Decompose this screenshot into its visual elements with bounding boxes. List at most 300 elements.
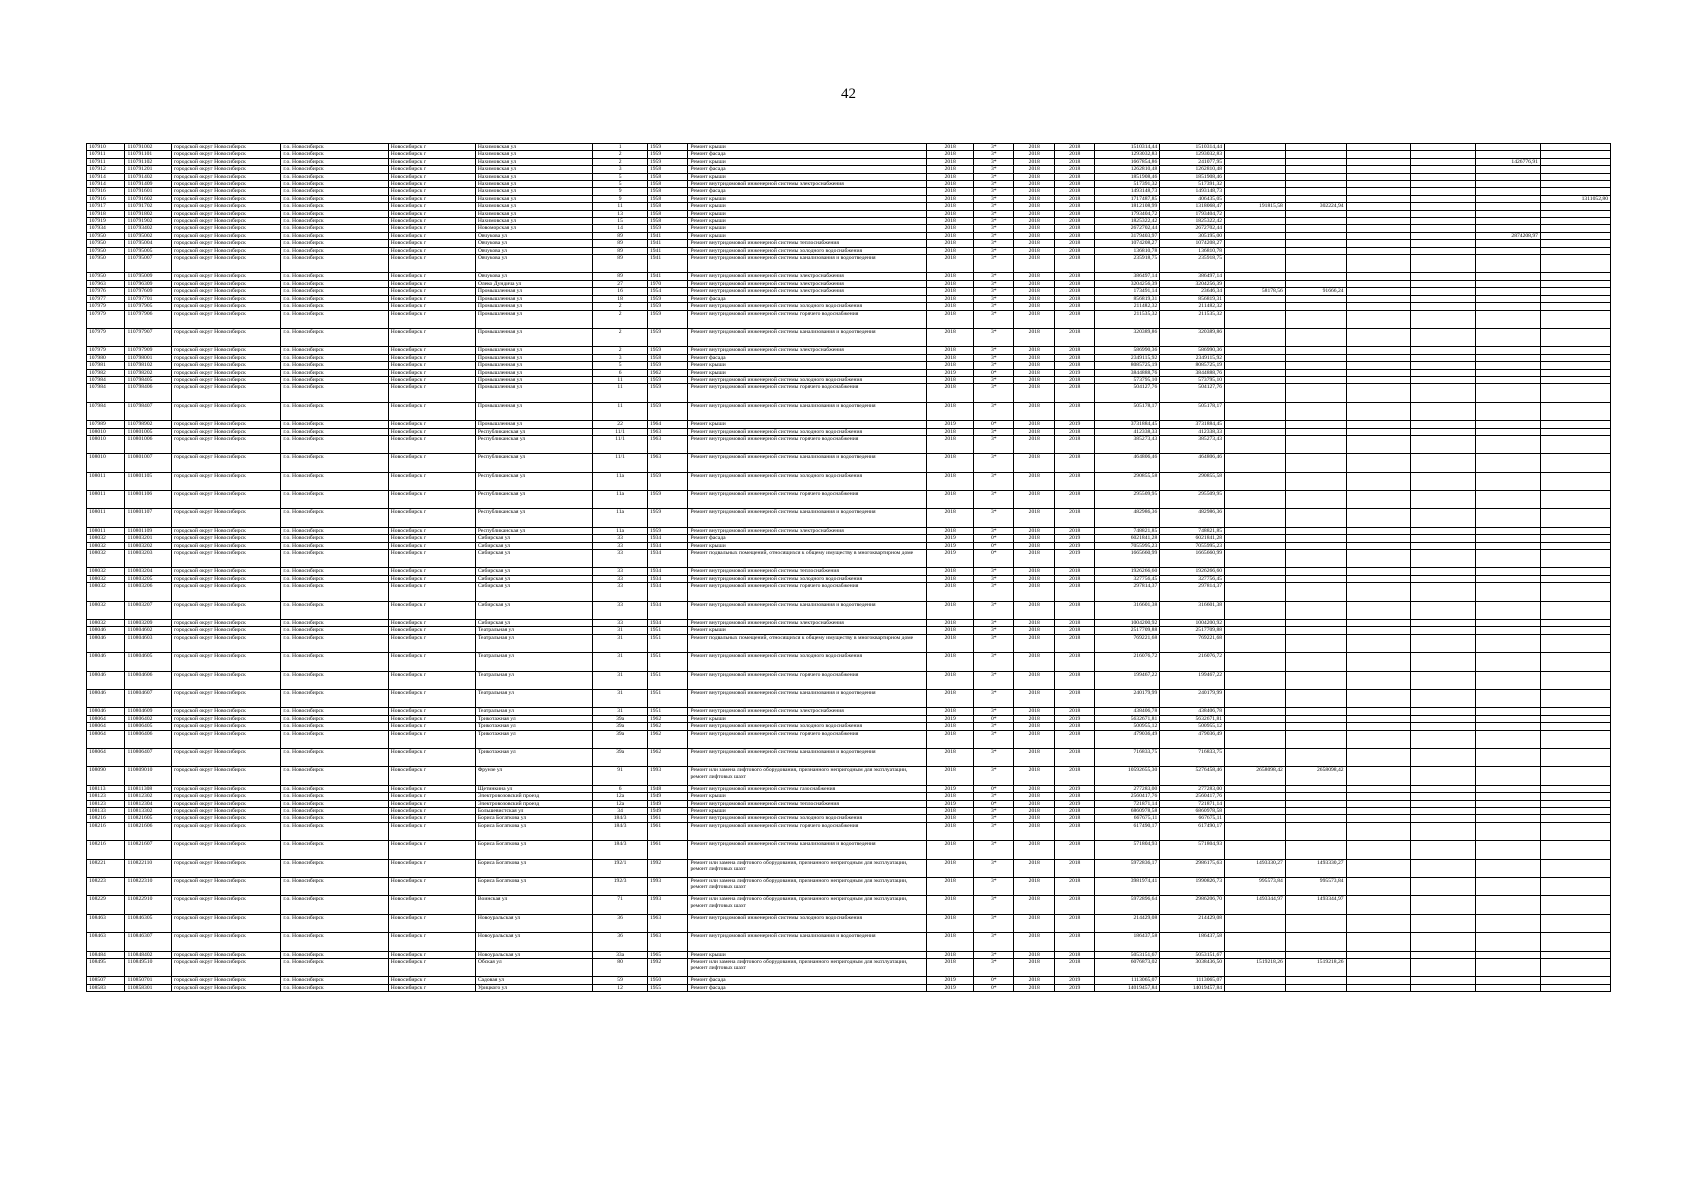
cell-street: Нахимовская ул bbox=[475, 188, 592, 195]
cell-work: Ремонт крыши bbox=[688, 144, 927, 151]
cell-settlement: Новосибирск г bbox=[388, 369, 475, 376]
cell-street: Республиканская ул bbox=[475, 509, 592, 527]
cell-street: Трикотажная ул bbox=[475, 730, 592, 748]
cell-go: г.о. Новосибирск bbox=[281, 977, 388, 984]
cell-rate: 3* bbox=[973, 280, 1014, 287]
cell-street: Сибирская ул bbox=[475, 601, 592, 619]
cell-e2 bbox=[1285, 977, 1346, 984]
cell-settlement: Новосибирск г bbox=[388, 225, 475, 232]
cell-house: 192/1 bbox=[593, 859, 648, 877]
cell-total: 6860978,58 bbox=[1095, 808, 1160, 815]
cell-rate: 3* bbox=[973, 767, 1014, 785]
cell-e3 bbox=[1346, 575, 1411, 582]
cell-e3 bbox=[1346, 303, 1411, 310]
cell-e6 bbox=[1540, 181, 1610, 188]
cell-total: 136810,78 bbox=[1095, 247, 1160, 254]
cell-year: 1958 bbox=[647, 173, 688, 180]
cell-y1: 2018 bbox=[1014, 295, 1055, 302]
table-row bbox=[87, 841, 1611, 859]
cell-id: 108123 bbox=[87, 800, 125, 807]
cell-amount: 211535,32 bbox=[1160, 310, 1225, 328]
cell-plan_year: 2018 bbox=[927, 653, 974, 671]
cell-id: 108064 bbox=[87, 730, 125, 748]
cell-code: 110798407 bbox=[125, 402, 172, 420]
cell-settlement: Новосибирск г bbox=[388, 767, 475, 785]
cell-total: 3204256,39 bbox=[1095, 280, 1160, 287]
cell-y2: 2018 bbox=[1054, 951, 1095, 958]
cell-y2: 2018 bbox=[1054, 362, 1095, 369]
cell-plan_year: 2018 bbox=[927, 767, 974, 785]
table-row bbox=[87, 303, 1611, 310]
cell-id: 108113 bbox=[87, 785, 125, 792]
cell-year: 1959 bbox=[647, 225, 688, 232]
table-row bbox=[87, 354, 1611, 361]
cell-total: 5972896,64 bbox=[1095, 896, 1160, 914]
cell-amount: 5053151,67 bbox=[1160, 951, 1225, 958]
cell-y1: 2018 bbox=[1014, 527, 1055, 534]
cell-house: 9 bbox=[593, 195, 648, 202]
cell-e1 bbox=[1225, 785, 1286, 792]
cell-rate: 0* bbox=[973, 550, 1014, 568]
cell-street: Новоуральская ул bbox=[475, 914, 592, 932]
cell-year: 1959 bbox=[647, 328, 688, 346]
table-row bbox=[87, 166, 1611, 173]
table-row bbox=[87, 808, 1611, 815]
cell-amount: 186437,58 bbox=[1160, 933, 1225, 951]
cell-code: 110806406 bbox=[125, 730, 172, 748]
cell-id: 108032 bbox=[87, 575, 125, 582]
cell-e4 bbox=[1411, 620, 1476, 627]
cell-code: 110791002 bbox=[125, 144, 172, 151]
cell-e6 bbox=[1540, 815, 1610, 822]
cell-settlement: Новосибирск г bbox=[388, 232, 475, 239]
cell-code: 110801105 bbox=[125, 472, 172, 490]
cell-id: 108032 bbox=[87, 620, 125, 627]
cell-work: Ремонт или замена лифтового оборудования, признанного непригодным для эксплуатации, ремонт лифтовых шахт bbox=[688, 878, 927, 896]
cell-go: г.о. Новосибирск bbox=[281, 491, 388, 509]
cell-e4 bbox=[1411, 914, 1476, 932]
cell-total: 2517709,88 bbox=[1095, 627, 1160, 634]
cell-house: 11 bbox=[593, 384, 648, 402]
cell-house: 31 bbox=[593, 627, 648, 634]
cell-code: 110797907 bbox=[125, 328, 172, 346]
cell-house: 39а bbox=[593, 730, 648, 748]
table-row bbox=[87, 793, 1611, 800]
cell-y1: 2018 bbox=[1014, 914, 1055, 932]
cell-house: 6 bbox=[593, 785, 648, 792]
cell-code: 110801109 bbox=[125, 527, 172, 534]
cell-work: Ремонт внутридомовой инженерной системы электроснабжения bbox=[688, 527, 927, 534]
cell-go: г.о. Новосибирск bbox=[281, 280, 388, 287]
cell-year: 1958 bbox=[647, 166, 688, 173]
cell-e5 bbox=[1476, 255, 1541, 273]
cell-go: г.о. Новосибирск bbox=[281, 347, 388, 354]
cell-id: 108223 bbox=[87, 878, 125, 896]
cell-amount: 479036,49 bbox=[1160, 730, 1225, 748]
cell-work: Ремонт внутридомовой инженерной системы электроснабжения bbox=[688, 280, 927, 287]
cell-e6 bbox=[1540, 255, 1610, 273]
cell-rate: 3* bbox=[973, 723, 1014, 730]
table-row bbox=[87, 730, 1611, 748]
cell-settlement: Новосибирск г bbox=[388, 210, 475, 217]
cell-e6 bbox=[1540, 896, 1610, 914]
cell-go: г.о. Новосибирск bbox=[281, 730, 388, 748]
cell-rate: 0* bbox=[973, 977, 1014, 984]
cell-e5 bbox=[1476, 210, 1541, 217]
cell-code: 110806402 bbox=[125, 715, 172, 722]
cell-e6 bbox=[1540, 785, 1610, 792]
cell-plan_year: 2019 bbox=[927, 977, 974, 984]
cell-e2 bbox=[1285, 454, 1346, 472]
cell-e4 bbox=[1411, 295, 1476, 302]
cell-e2 bbox=[1285, 653, 1346, 671]
cell-rate: 3* bbox=[973, 376, 1014, 383]
cell-total: 500955,12 bbox=[1095, 723, 1160, 730]
cell-okrug: городской округ Новосибирск bbox=[172, 671, 281, 689]
cell-go: г.о. Новосибирск bbox=[281, 295, 388, 302]
cell-work: Ремонт фасада bbox=[688, 166, 927, 173]
cell-e6 bbox=[1540, 435, 1610, 453]
cell-street: Театральная ул bbox=[475, 653, 592, 671]
cell-e6 bbox=[1540, 601, 1610, 619]
cell-y2: 2018 bbox=[1054, 310, 1095, 328]
cell-work: Ремонт внутридомовой инженерной системы канализования и водоотведения bbox=[688, 328, 927, 346]
cell-e2 bbox=[1285, 303, 1346, 310]
cell-e2: 2658098,42 bbox=[1285, 767, 1346, 785]
cell-e6 bbox=[1540, 583, 1610, 601]
cell-e3 bbox=[1346, 203, 1411, 210]
cell-rate: 3* bbox=[973, 708, 1014, 715]
cell-e6 bbox=[1540, 568, 1610, 575]
cell-street: Трикотажная ул bbox=[475, 749, 592, 767]
cell-work: Ремонт внутридомовой инженерной системы канализования и водоотведения bbox=[688, 454, 927, 472]
cell-e5 bbox=[1476, 151, 1541, 158]
cell-e2 bbox=[1285, 808, 1346, 815]
cell-e1 bbox=[1225, 914, 1286, 932]
cell-year: 1961 bbox=[647, 822, 688, 840]
cell-code: 110791601 bbox=[125, 188, 172, 195]
cell-go: г.о. Новосибирск bbox=[281, 376, 388, 383]
cell-go: г.о. Новосибирск bbox=[281, 601, 388, 619]
cell-plan_year: 2019 bbox=[927, 369, 974, 376]
cell-rate: 3* bbox=[973, 575, 1014, 582]
cell-house: 71 bbox=[593, 896, 648, 914]
cell-y2: 2018 bbox=[1054, 218, 1095, 225]
cell-settlement: Новосибирск г bbox=[388, 671, 475, 689]
cell-rate: 3* bbox=[973, 653, 1014, 671]
cell-work: Ремонт крыши bbox=[688, 627, 927, 634]
cell-street: Нахимовская ул bbox=[475, 210, 592, 217]
cell-e6 bbox=[1540, 247, 1610, 254]
cell-work: Ремонт внутридомовой инженерной системы горячего водоснабжения bbox=[688, 435, 927, 453]
cell-y2: 2018 bbox=[1054, 690, 1095, 708]
table-row bbox=[87, 767, 1611, 785]
cell-work: Ремонт внутридомовой инженерной системы электроснабжения bbox=[688, 708, 927, 715]
cell-id: 108216 bbox=[87, 822, 125, 840]
cell-e3 bbox=[1346, 730, 1411, 748]
cell-house: 2 bbox=[593, 158, 648, 165]
cell-go: г.о. Новосибирск bbox=[281, 354, 388, 361]
cell-settlement: Новосибирск г bbox=[388, 723, 475, 730]
cell-e5 bbox=[1476, 785, 1541, 792]
cell-plan_year: 2019 bbox=[927, 550, 974, 568]
cell-id: 108032 bbox=[87, 568, 125, 575]
cell-code: 110795005 bbox=[125, 247, 172, 254]
cell-street: Республиканская ул bbox=[475, 454, 592, 472]
cell-y2: 2018 bbox=[1054, 435, 1095, 453]
cell-e5 bbox=[1476, 749, 1541, 767]
table-row bbox=[87, 421, 1611, 428]
cell-total: 320389,86 bbox=[1095, 328, 1160, 346]
cell-e2 bbox=[1285, 421, 1346, 428]
cell-e6 bbox=[1540, 210, 1610, 217]
cell-e1 bbox=[1225, 166, 1286, 173]
cell-amount: 1113065,07 bbox=[1160, 977, 1225, 984]
cell-work: Ремонт внутридомовой инженерной системы холодного водоснабжения bbox=[688, 247, 927, 254]
cell-id: 108046 bbox=[87, 671, 125, 689]
cell-y2: 2018 bbox=[1054, 247, 1095, 254]
table-row bbox=[87, 491, 1611, 509]
cell-e4 bbox=[1411, 583, 1476, 601]
cell-total: 517391,32 bbox=[1095, 181, 1160, 188]
cell-okrug: городской округ Новосибирск bbox=[172, 166, 281, 173]
cell-amount: 573795,10 bbox=[1160, 376, 1225, 383]
cell-amount: 211482,32 bbox=[1160, 303, 1225, 310]
cell-e2 bbox=[1285, 347, 1346, 354]
cell-house: 13 bbox=[593, 210, 648, 217]
cell-id: 108032 bbox=[87, 542, 125, 549]
cell-work: Ремонт внутридомовой инженерной системы электроснабжения bbox=[688, 620, 927, 627]
cell-y1: 2018 bbox=[1014, 376, 1055, 383]
cell-e3 bbox=[1346, 491, 1411, 509]
cell-e6 bbox=[1540, 859, 1610, 877]
cell-id: 108123 bbox=[87, 793, 125, 800]
cell-y2: 2019 bbox=[1054, 977, 1095, 984]
cell-amount: 14019457,84 bbox=[1160, 984, 1225, 991]
cell-e5 bbox=[1476, 347, 1541, 354]
cell-house: 9 bbox=[593, 188, 648, 195]
cell-total: 1825322,42 bbox=[1095, 218, 1160, 225]
cell-work: Ремонт крыши bbox=[688, 195, 927, 202]
cell-amount: 1293032,83 bbox=[1160, 151, 1225, 158]
cell-code: 110798202 bbox=[125, 369, 172, 376]
cell-code: 110822310 bbox=[125, 878, 172, 896]
cell-e6 bbox=[1540, 376, 1610, 383]
cell-e5 bbox=[1476, 362, 1541, 369]
table-row bbox=[87, 384, 1611, 402]
cell-y1: 2018 bbox=[1014, 977, 1055, 984]
cell-e5 bbox=[1476, 435, 1541, 453]
cell-okrug: городской округ Новосибирск bbox=[172, 841, 281, 859]
cell-okrug: городской округ Новосибирск bbox=[172, 959, 281, 977]
cell-year: 1958 bbox=[647, 181, 688, 188]
cell-id: 107979 bbox=[87, 347, 125, 354]
cell-e5 bbox=[1476, 951, 1541, 958]
cell-plan_year: 2018 bbox=[927, 671, 974, 689]
cell-code: 110846307 bbox=[125, 933, 172, 951]
cell-plan_year: 2018 bbox=[927, 959, 974, 977]
cell-year: 1963 bbox=[647, 933, 688, 951]
table-row bbox=[87, 247, 1611, 254]
cell-e4 bbox=[1411, 841, 1476, 859]
cell-code: 110791602 bbox=[125, 195, 172, 202]
cell-house: 11 bbox=[593, 203, 648, 210]
cell-e1 bbox=[1225, 347, 1286, 354]
cell-id: 107910 bbox=[87, 144, 125, 151]
cell-e6 bbox=[1540, 730, 1610, 748]
cell-e3 bbox=[1346, 362, 1411, 369]
cell-okrug: городской округ Новосибирск bbox=[172, 708, 281, 715]
cell-street: Театральная ул bbox=[475, 627, 592, 634]
table-row bbox=[87, 984, 1611, 991]
cell-y1: 2018 bbox=[1014, 435, 1055, 453]
cell-work: Ремонт крыши bbox=[688, 808, 927, 815]
cell-total: 216076,72 bbox=[1095, 653, 1160, 671]
cell-amount: 2986206,70 bbox=[1160, 896, 1225, 914]
cell-plan_year: 2018 bbox=[927, 166, 974, 173]
cell-y1: 2018 bbox=[1014, 708, 1055, 715]
cell-total: 1004200,92 bbox=[1095, 620, 1160, 627]
cell-street: Сибирская ул bbox=[475, 583, 592, 601]
cell-e2 bbox=[1285, 583, 1346, 601]
cell-settlement: Новосибирск г bbox=[388, 435, 475, 453]
cell-total: 2349115,92 bbox=[1095, 354, 1160, 361]
cell-rate: 3* bbox=[973, 859, 1014, 877]
cell-e2 bbox=[1285, 144, 1346, 151]
table-row bbox=[87, 310, 1611, 328]
cell-rate: 3* bbox=[973, 878, 1014, 896]
cell-year: 1963 bbox=[647, 428, 688, 435]
table-row bbox=[87, 218, 1611, 225]
cell-e1 bbox=[1225, 218, 1286, 225]
cell-e3 bbox=[1346, 959, 1411, 977]
cell-e1 bbox=[1225, 527, 1286, 534]
cell-plan_year: 2018 bbox=[927, 144, 974, 151]
cell-y1: 2018 bbox=[1014, 730, 1055, 748]
cell-e6 bbox=[1540, 878, 1610, 896]
cell-total: 2560417,76 bbox=[1095, 793, 1160, 800]
cell-house: 33 bbox=[593, 550, 648, 568]
cell-y2: 2018 bbox=[1054, 181, 1095, 188]
cell-y2: 2018 bbox=[1054, 303, 1095, 310]
cell-work: Ремонт внутридомовой инженерной системы электроснабжения bbox=[688, 181, 927, 188]
cell-id: 108583 bbox=[87, 984, 125, 991]
cell-amount: 1793404,72 bbox=[1160, 210, 1225, 217]
cell-go: г.о. Новосибирск bbox=[281, 203, 388, 210]
cell-y2: 2018 bbox=[1054, 841, 1095, 859]
cell-code: 110848402 bbox=[125, 951, 172, 958]
cell-e2 bbox=[1285, 800, 1346, 807]
cell-amount: 386497,14 bbox=[1160, 273, 1225, 280]
cell-y1: 2018 bbox=[1014, 634, 1055, 652]
table-row bbox=[87, 195, 1611, 202]
cell-e2 bbox=[1285, 815, 1346, 822]
cell-y2: 2018 bbox=[1054, 815, 1095, 822]
cell-work: Ремонт или замена лифтового оборудования, признанного непригодным для эксплуатации, ремонт лифтовых шахт bbox=[688, 859, 927, 877]
cell-e3 bbox=[1346, 347, 1411, 354]
cell-plan_year: 2018 bbox=[927, 428, 974, 435]
cell-year: 1959 bbox=[647, 347, 688, 354]
cell-amount: 464806,46 bbox=[1160, 454, 1225, 472]
cell-work: Ремонт крыши bbox=[688, 232, 927, 239]
cell-work: Ремонт фасада bbox=[688, 984, 927, 991]
cell-year: 1993 bbox=[647, 896, 688, 914]
cell-e2 bbox=[1285, 575, 1346, 582]
cell-e5 bbox=[1476, 188, 1541, 195]
cell-e1 bbox=[1225, 421, 1286, 428]
cell-e2 bbox=[1285, 173, 1346, 180]
cell-e5 bbox=[1476, 708, 1541, 715]
cell-go: г.о. Новосибирск bbox=[281, 225, 388, 232]
cell-house: 31 bbox=[593, 671, 648, 689]
cell-year: 1934 bbox=[647, 583, 688, 601]
table-row bbox=[87, 151, 1611, 158]
cell-e6 bbox=[1540, 933, 1610, 951]
cell-e4 bbox=[1411, 210, 1476, 217]
cell-code: 110858301 bbox=[125, 984, 172, 991]
cell-e4 bbox=[1411, 435, 1476, 453]
cell-e4 bbox=[1411, 491, 1476, 509]
cell-go: г.о. Новосибирск bbox=[281, 767, 388, 785]
cell-go: г.о. Новосибирск bbox=[281, 255, 388, 273]
cell-e4 bbox=[1411, 181, 1476, 188]
cell-work: Ремонт внутридомовой инженерной системы электроснабжения bbox=[688, 273, 927, 280]
cell-e5 bbox=[1476, 933, 1541, 951]
cell-okrug: городской округ Новосибирск bbox=[172, 583, 281, 601]
table-row bbox=[87, 273, 1611, 280]
cell-e1 bbox=[1225, 195, 1286, 202]
cell-e1 bbox=[1225, 472, 1286, 490]
cell-settlement: Новосибирск г bbox=[388, 288, 475, 295]
cell-e6 bbox=[1540, 218, 1610, 225]
cell-settlement: Новосибирск г bbox=[388, 634, 475, 652]
cell-e4 bbox=[1411, 166, 1476, 173]
cell-e5 bbox=[1476, 601, 1541, 619]
cell-rate: 3* bbox=[973, 173, 1014, 180]
cell-okrug: городской округ Новосибирск bbox=[172, 273, 281, 280]
cell-code: 110811308 bbox=[125, 785, 172, 792]
cell-y2: 2018 bbox=[1054, 328, 1095, 346]
cell-e4 bbox=[1411, 158, 1476, 165]
cell-e4 bbox=[1411, 984, 1476, 991]
cell-work: Ремонт внутридомовой инженерной системы горячего водоснабжения bbox=[688, 822, 927, 840]
cell-street: Овчукова ул bbox=[475, 240, 592, 247]
cell-house: 184/3 bbox=[593, 822, 648, 840]
cell-amount: 2517709,88 bbox=[1160, 627, 1225, 634]
cell-e4 bbox=[1411, 144, 1476, 151]
cell-house: 2 bbox=[593, 303, 648, 310]
cell-e3 bbox=[1346, 749, 1411, 767]
cell-street: Бориса Богаткова ул bbox=[475, 815, 592, 822]
cell-code: 110795007 bbox=[125, 255, 172, 273]
cell-year: 1949 bbox=[647, 800, 688, 807]
cell-rate: 0* bbox=[973, 984, 1014, 991]
cell-e1 bbox=[1225, 303, 1286, 310]
cell-rate: 3* bbox=[973, 601, 1014, 619]
cell-settlement: Новосибирск г bbox=[388, 354, 475, 361]
table-row bbox=[87, 550, 1611, 568]
table-row bbox=[87, 435, 1611, 453]
cell-year: 1959 bbox=[647, 402, 688, 420]
cell-e2 bbox=[1285, 535, 1346, 542]
cell-e1 bbox=[1225, 583, 1286, 601]
cell-y2: 2018 bbox=[1054, 354, 1095, 361]
cell-go: г.о. Новосибирск bbox=[281, 575, 388, 582]
cell-street: Театральная ул bbox=[475, 708, 592, 715]
cell-total: 3731884,45 bbox=[1095, 421, 1160, 428]
cell-y2: 2018 bbox=[1054, 575, 1095, 582]
cell-e5 bbox=[1476, 822, 1541, 840]
